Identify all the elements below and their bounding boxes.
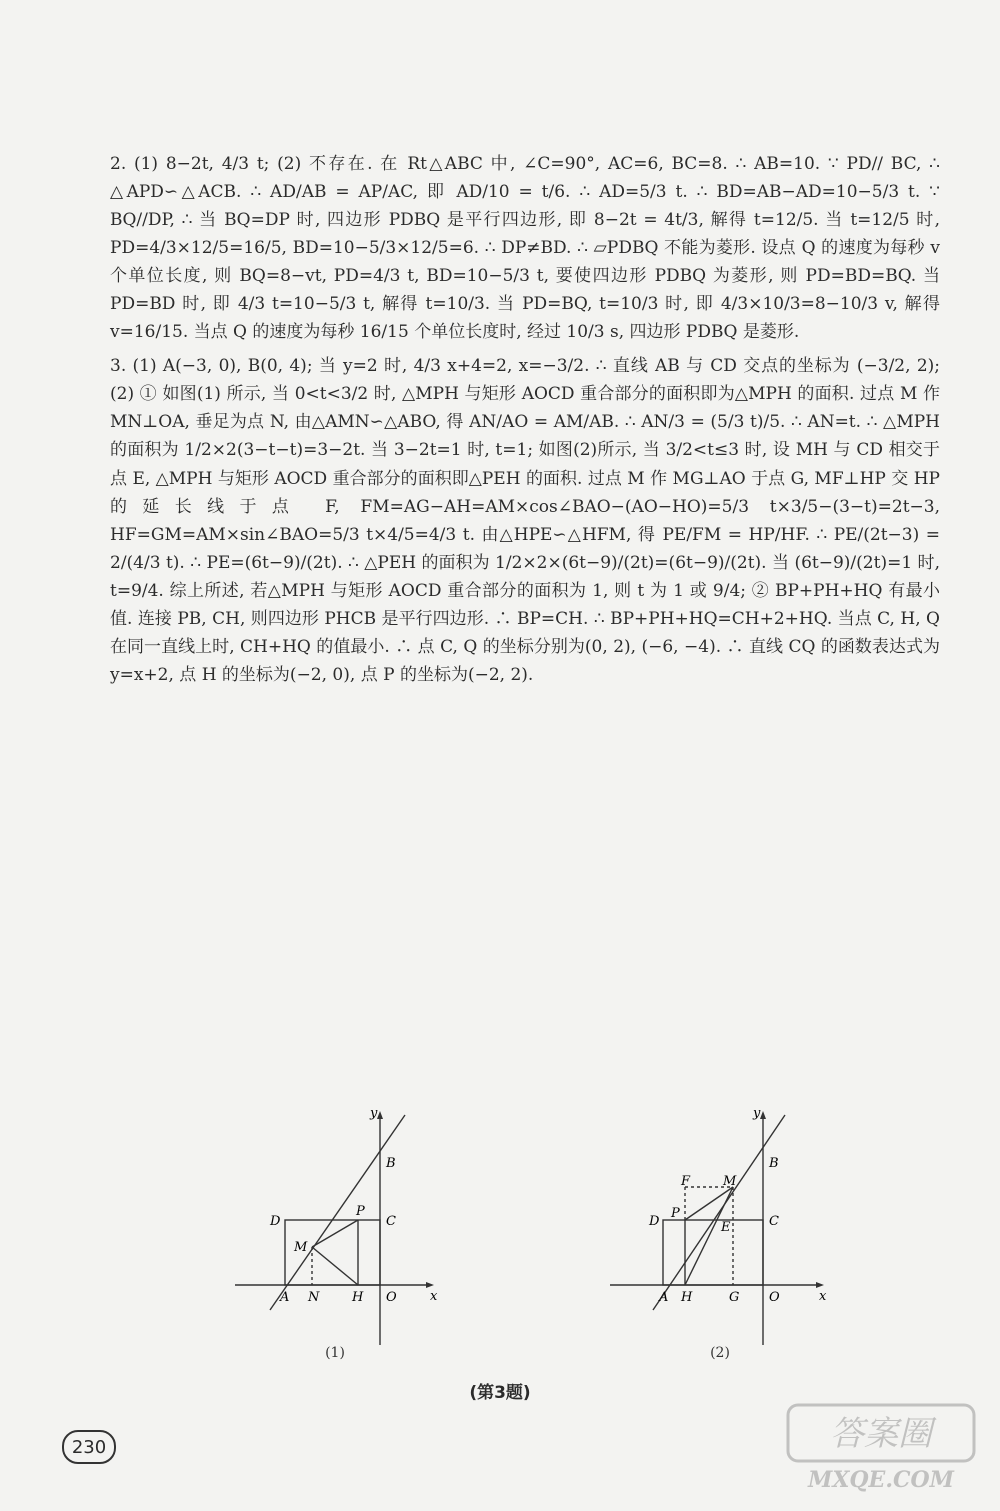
figure-2-label: (2) (710, 1345, 730, 1361)
label-N: N (308, 1290, 320, 1305)
figure-2-diagram (605, 1105, 865, 1365)
problem-3-solution: 3. (1) A(−3, 0), B(0, 4); 当 y=2 时, 4/3 x+4=2, x=−3/2. ∴ 直线 AB 与 CD 交点的坐标为 (−3/2, 2); (2) ① 如图(1) 所示, 当 0<t<3/2 时, △MPH 与矩形 AOCD 重合部分的面积即为△MPH 的面积. 过点 M 作 MN⊥OA, 垂足为点 N, 由△AMN∽△ABO, 得 AN/AO = AM/AB. ∴ AN/3 = (5/3 t)/5. ∴ AN=t. ∴ △MPH 的面积为 1/2×2(3−t−t)=3−2t. 当 3−2t=1 时, t=1; 如图(2)所示, 当 3/2<t≤3 时, 设 MH 与 CD 相交于点 E, △MPH 与矩形 AOCD 重合部分的面积即△PEH 的面积. 过点 M 作 MG⊥AO 于点 G, MF⊥HP 交 HP 的延长线于点 F, FM=AG−AH=AM×cos∠BAO−(AO−HO)=5/3 t×3/5−(3−t)=2t−3, HF=GM=AM×sin∠BAO=5/3 t×4/5=4/3 t. 由△HPE∽△HFM, 得 PE/FM = HP/HF. ∴ PE/(2t−3) = 2/(4/3 t). ∴ PE=(6t−9)/(2t). ∴ △PEH 的面积为 1/2×2×(6t−9)/(2t)=(6t−9)/(2t). 当 (6t−9)/(2t)=1 时, t=9/4. 综上所述, 若△MPH 与矩形 AOCD 重合部分的面积为 1, 则 t 为 1 或 9/4; ② BP+PH+HQ 有最小值. 连接 PB, CH, 则四边形 PHCB 是平行四边形. ∴ BP=CH. ∴ BP+PH+HQ=CH+2+HQ. 当点 C, H, Q 在同一直线上时, CH+HQ 的值最小. ∴ 点 C, Q 的坐标分别为(0, 2), (−6, −4). ∴ 直线 CQ 的函数表达式为 y=x+2, 点 H 的坐标为(−2, 0), 点 P 的坐标为(−2, 2). (110, 356, 940, 685)
rectangle-AOCD (663, 1220, 763, 1285)
x-axis-arrow (426, 1282, 434, 1288)
label-E: E (721, 1220, 731, 1235)
label-C: C (769, 1214, 779, 1229)
label-O: O (386, 1290, 397, 1305)
figure-1-diagram (230, 1105, 490, 1365)
svg-text:答案圈: 答案圈 (830, 1414, 932, 1454)
solution-text (110, 150, 940, 695)
figure-caption: (第3题) (469, 1383, 531, 1403)
label-P: P (356, 1204, 365, 1219)
label-M: M (294, 1240, 308, 1255)
segment-HM (685, 1187, 733, 1285)
x-axis-arrow (816, 1282, 824, 1288)
label-H: H (681, 1290, 693, 1305)
line-AB (270, 1115, 405, 1310)
label-A: A (659, 1290, 669, 1305)
label-C: C (386, 1214, 396, 1229)
segment-MP (312, 1220, 358, 1247)
page-number: 230 (62, 1430, 116, 1464)
label-D: D (270, 1214, 281, 1229)
y-axis-arrow (760, 1111, 766, 1119)
label-M: M (723, 1174, 737, 1189)
label-F: F (681, 1174, 691, 1189)
figures (0, 1105, 1000, 1375)
figure-1-label: (1) (325, 1345, 345, 1361)
label-P: P (671, 1206, 680, 1221)
label-A: A (280, 1290, 290, 1305)
label-G: G (729, 1290, 740, 1305)
label-y: y (753, 1106, 761, 1121)
y-axis-arrow (377, 1111, 383, 1119)
label-y: y (370, 1106, 378, 1121)
label-H: H (352, 1290, 364, 1305)
label-x: x (430, 1289, 438, 1304)
label-B: B (386, 1156, 396, 1171)
label-O: O (769, 1290, 780, 1305)
problem-2-solution: 2. (1) 8−2t, 4/3 t; (2) 不存在. 在 Rt△ABC 中, ∠C=90°, AC=6, BC=8. ∴ AB=10. ∵ PD// BC, ∴ △APD∽△ACB. ∴ AD/AB = AP/AC, 即 AD/10 = t/6. ∴ AD=5/3 t. ∴ BD=AB−AD=10−5/3 t. ∵ BQ//DP, ∴ 当 BQ=DP 时, 四边形 PDBQ 是平行四边形, 即 8−2t = 4t/3, 解得 t=12/5. 当 t=12/5 时, PD=4/3×12/5=16/5, BD=10−5/3×12/5=6. ∴ DP≠BD. ∴ ▱PDBQ 不能为菱形. 设点 Q 的速度为每秒 v 个单位长度, 则 BQ=8−vt, PD=4/3 t, BD=10−5/3 t, 要使四边形 PDBQ 为菱形, 则 PD=BD=BQ. 当 PD=BD 时, 即 4/3 t=10−5/3 t, 解得 t=10/3. 当 PD=BQ, t=10/3 时, 即 4/3×10/3=8−10/3 v, 解得 v=16/15. 当点 Q 的速度为每秒 16/15 个单位长度时, 经过 10/3 s, 四边形 PDBQ 是菱形. (110, 154, 940, 343)
segment-MH (312, 1247, 358, 1285)
label-B: B (769, 1156, 779, 1171)
label-D: D (649, 1214, 660, 1229)
svg-text:MXQE.COM: MXQE.COM (807, 1467, 955, 1493)
watermark-logo (786, 1403, 976, 1495)
label-x: x (819, 1289, 827, 1304)
